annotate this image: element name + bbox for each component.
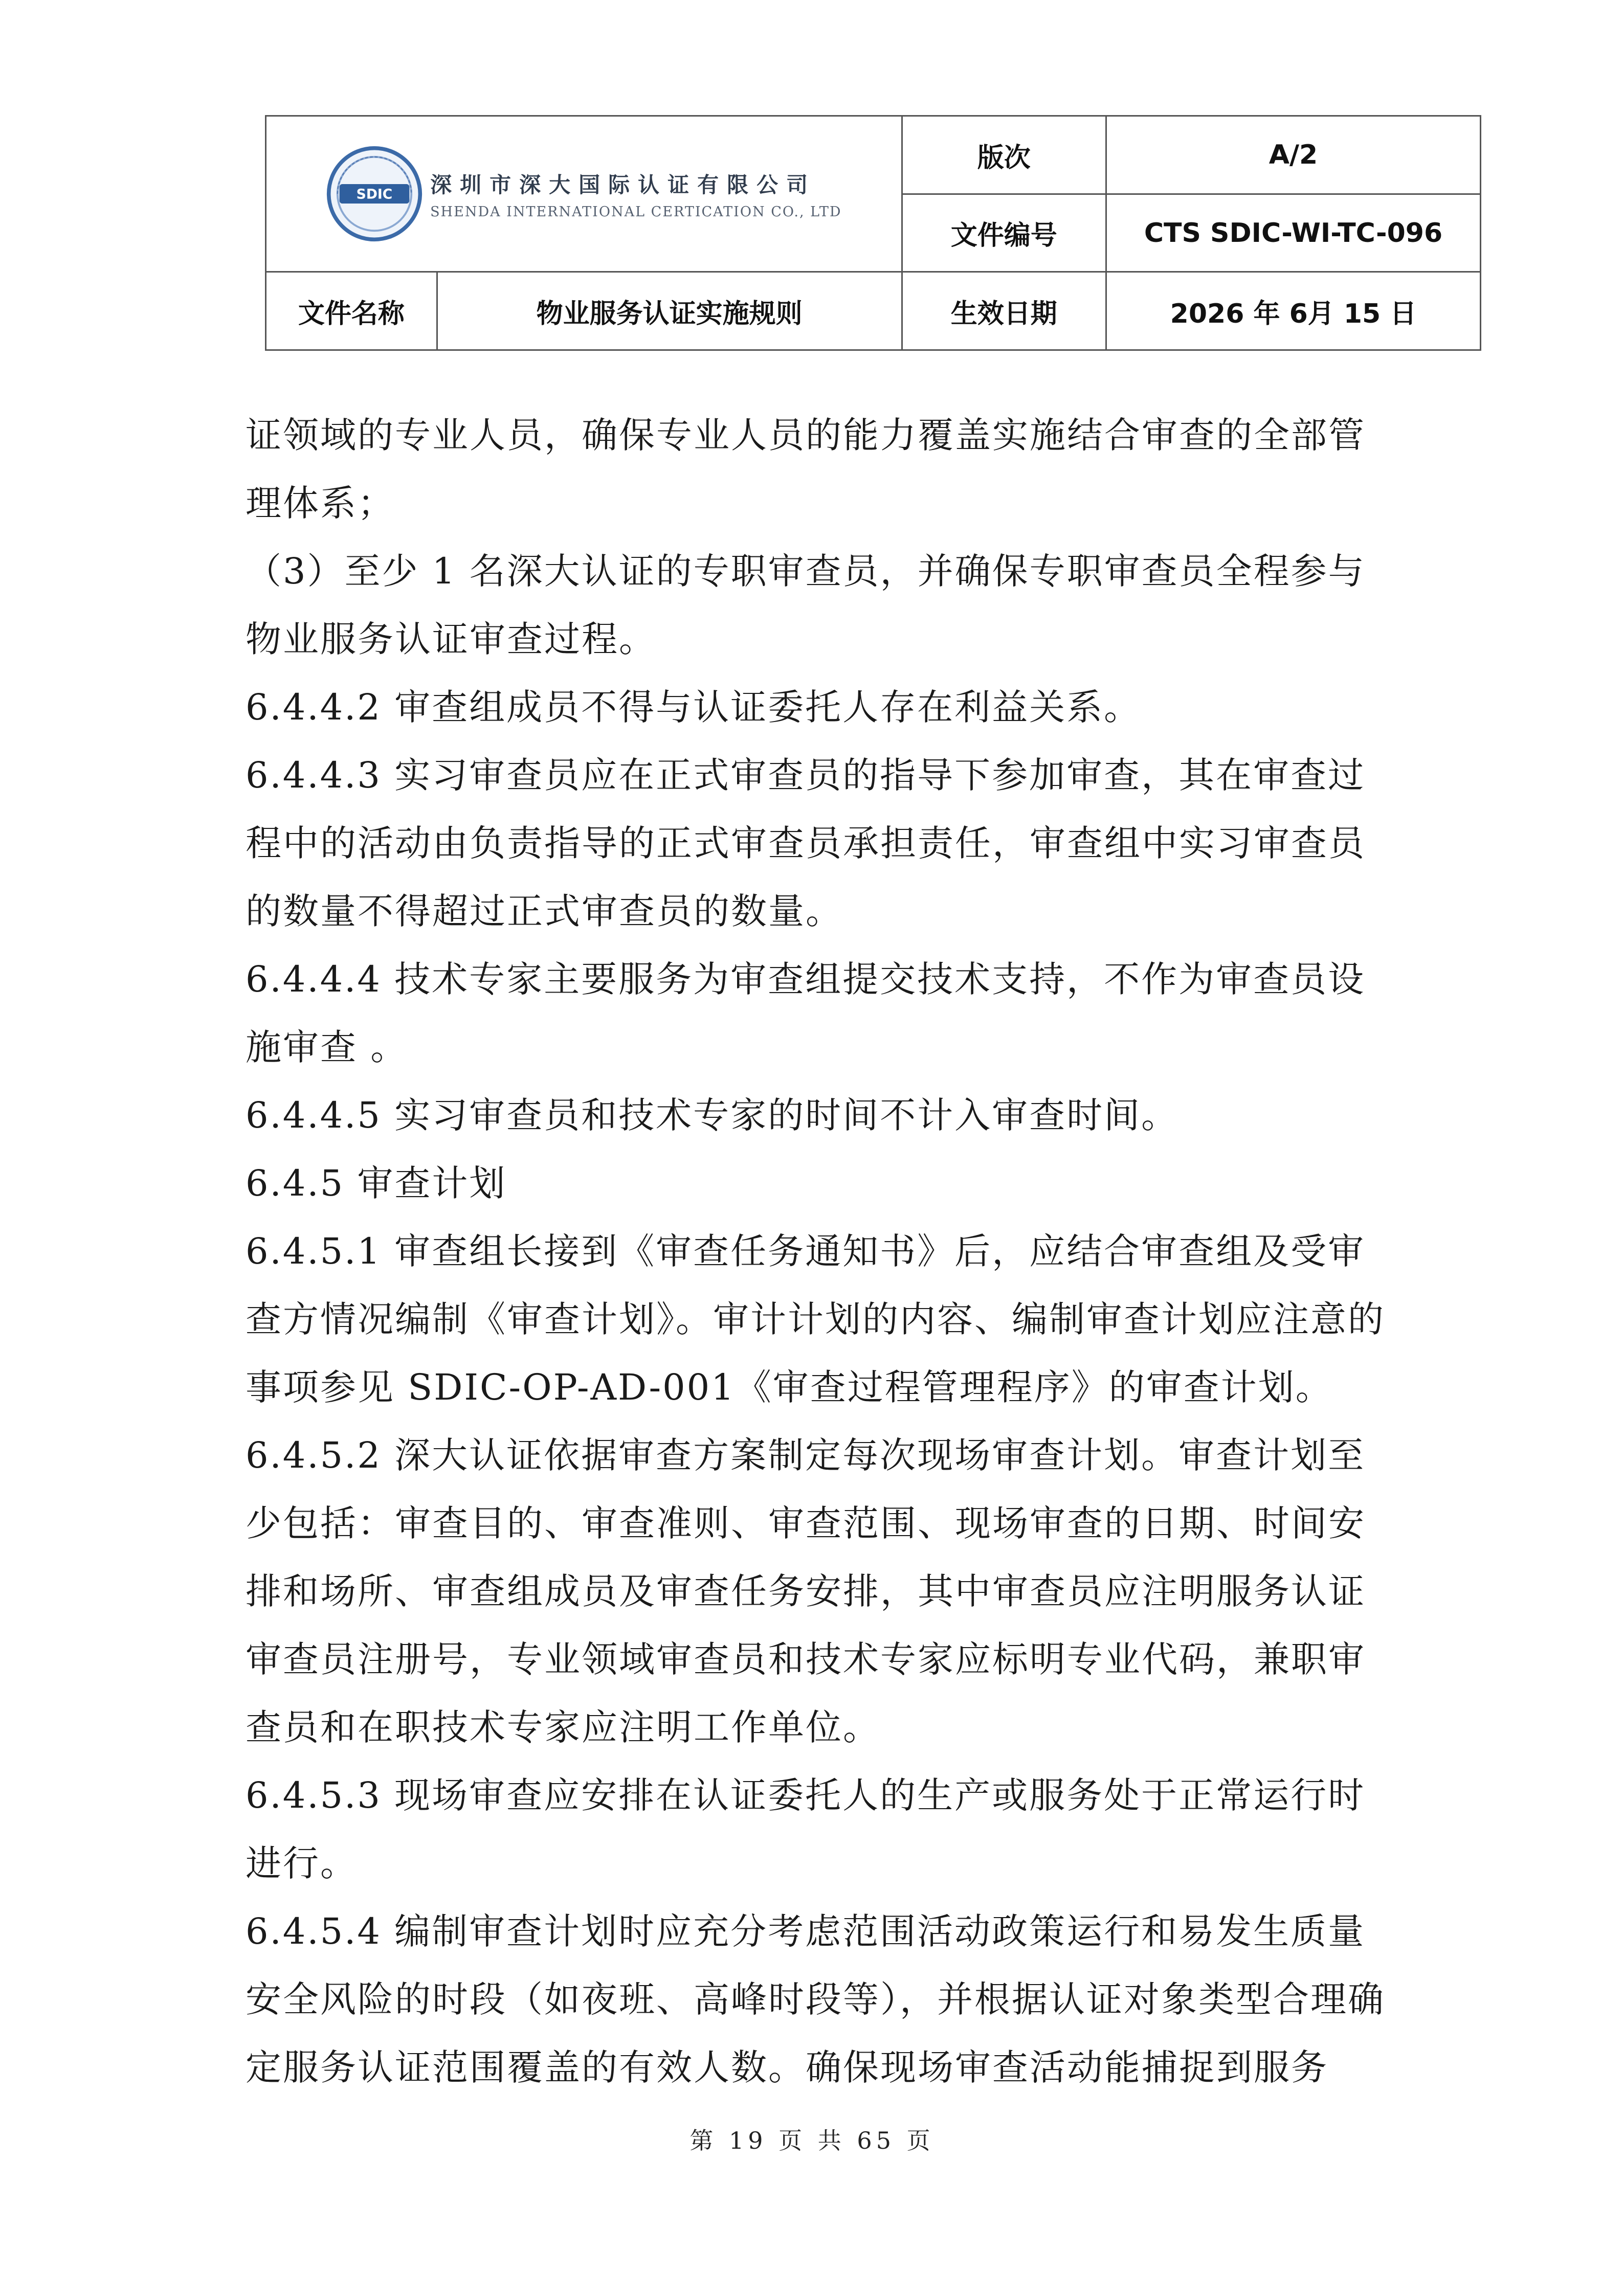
paragraph: 6.4.5.4 编制审查计划时应充分考虑范围活动政策运行和易发生质量安全风险的时段（如夜班、高峰时段等），并根据认证对象类型合理确定服务认证范围覆盖的有效人数。确保现场审查活动能捕捉到服务 xyxy=(246,1910,1385,2088)
version-value: A/2 xyxy=(1106,116,1481,194)
section-heading: 6.4.5 审查计划 xyxy=(246,1162,507,1204)
document-name-value: 物业服务认证实施规则 xyxy=(437,272,902,350)
document-body xyxy=(246,401,1391,2102)
company-name-cn: 深圳市深大国际认证有限公司 xyxy=(430,172,816,197)
document-number-label: 文件编号 xyxy=(902,194,1106,272)
company-name-en: SHENDA INTERNATIONAL CERTICATION CO., LTD xyxy=(430,204,842,220)
company-logo-icon xyxy=(326,145,423,242)
effective-date-value: 2026 年 6月 15 日 xyxy=(1106,272,1481,350)
paragraph: 6.4.4.4 技术专家主要服务为审查组提交技术支持，不作为审查员设施审查 。 xyxy=(246,958,1366,1068)
version-label: 版次 xyxy=(902,116,1106,194)
paragraph: （3）至少 1 名深大认证的专职审查员，并确保专职审查员全程参与物业服务认证审查过程。 xyxy=(246,550,1366,660)
paragraph: 6.4.4.2 审查组成员不得与认证委托人存在利益关系。 xyxy=(246,686,1142,728)
paragraph: 6.4.5.2 深大认证依据审查方案制定每次现场审查计划。审查计划至少包括：审查目的、审查准则、审查范围、现场审查的日期、时间安排和场所、审查组成员及审查任务安排，其中审查员应注明服务认证审查员注册号，专业领域审查员和技术专家应标明专业代码，兼职审查员和在职技术专家应注明工作单位。 xyxy=(246,1434,1366,1748)
company-logo-cell xyxy=(266,116,902,272)
page-number-footer: 第 19 页 共 65 页 xyxy=(689,2127,935,2154)
paragraph: 证领域的专业人员，确保专业人员的能力覆盖实施结合审查的全部管理体系； xyxy=(246,414,1366,524)
effective-date-label: 生效日期 xyxy=(902,272,1106,350)
paragraph: 6.4.4.5 实习审查员和技术专家的时间不计入审查时间。 xyxy=(246,1094,1179,1136)
paragraph: 6.4.5.1 审查组长接到《审查任务通知书》后，应结合审查组及受审查方情况编制《审查计划》。审计计划的内容、编制审查计划应注意的事项参见 SDIC-OP-AD-001《审查过程管理程序》的审查计划。 xyxy=(246,1230,1385,1408)
paragraph: 6.4.4.3 实习审查员应在正式审查员的指导下参加审查，其在审查过程中的活动由负责指导的正式审查员承担责任，审查组中实习审查员的数量不得超过正式审查员的数量。 xyxy=(246,754,1366,932)
header-table xyxy=(265,115,1481,351)
document-number-value: CTS SDIC-WI-TC-096 xyxy=(1106,194,1481,272)
document-name-label: 文件名称 xyxy=(266,272,437,350)
logo-text: SDIC xyxy=(356,186,393,202)
paragraph: 6.4.5.3 现场审查应安排在认证委托人的生产或服务处于正常运行时进行。 xyxy=(246,1774,1366,1884)
